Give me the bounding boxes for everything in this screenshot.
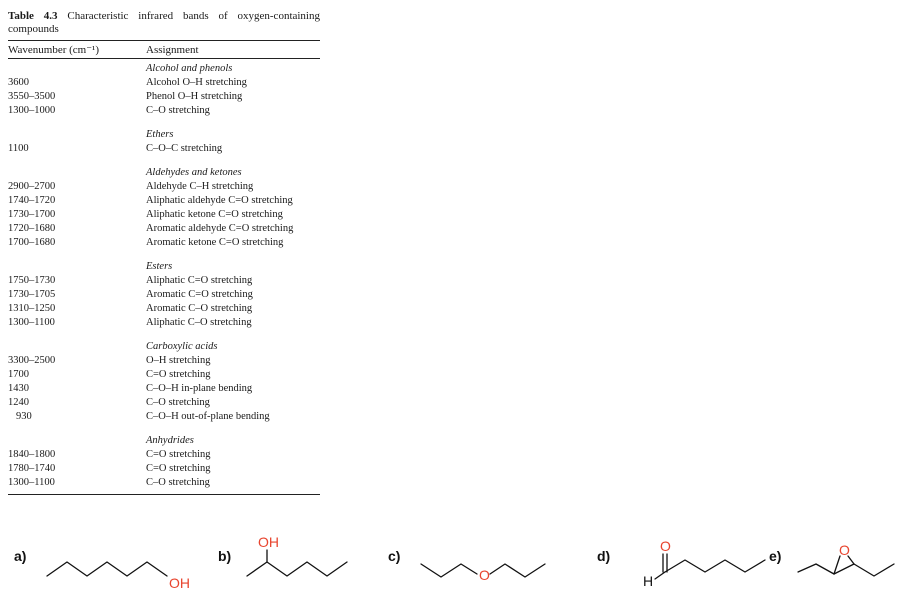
assignment-cell: Aliphatic C=O stretching [146, 275, 253, 287]
label-e: e) [769, 548, 782, 564]
assignment-cell: O–H stretching [146, 355, 211, 367]
table-row [8, 382, 320, 396]
assignment-cell: C=O stretching [146, 463, 211, 475]
wavenumber-cell: 1840–1800 [8, 449, 56, 461]
assignment-cell: C=O stretching [146, 449, 211, 461]
table-row [8, 368, 320, 382]
table-header [8, 41, 320, 58]
molecule-a-chain [47, 562, 167, 576]
table-row [8, 76, 320, 90]
group-title-empty-cell [8, 128, 146, 142]
assignment-cell: C=O stretching [146, 369, 211, 381]
table-row [8, 354, 320, 368]
wavenumber-cell: 1240 [8, 397, 29, 409]
wavenumber-cell: 2900–2700 [8, 181, 56, 193]
ir-bands-table [8, 10, 320, 495]
label-c: c) [388, 548, 401, 564]
group-title-empty-cell [8, 166, 146, 180]
molecule-d-ch-bond [655, 572, 665, 579]
table-row [8, 462, 320, 476]
table-row [8, 90, 320, 104]
label-a: a) [14, 548, 27, 564]
wavenumber-cell: 1780–1740 [8, 463, 56, 475]
wavenumber-cell: 1310–1250 [8, 303, 56, 315]
table-row [8, 316, 320, 330]
group-title-row [8, 260, 320, 274]
wavenumber-cell: 1730–1700 [8, 209, 56, 221]
wavenumber-cell: 1700–1680 [8, 236, 56, 248]
table-row [8, 142, 320, 156]
molecule-b-hydroxyl: OH [258, 534, 279, 550]
table-row [8, 274, 320, 288]
assignment-cell: Aliphatic aldehyde C=O stretching [146, 195, 293, 207]
group-title: Ethers [146, 129, 174, 141]
group-title-row [8, 62, 320, 76]
assignment-cell: Alcohol O–H stretching [146, 76, 247, 88]
wavenumber-cell: 1300–1000 [8, 104, 56, 116]
group-spacer [8, 156, 320, 167]
group-title-empty-cell [8, 260, 146, 274]
table-row [8, 236, 320, 250]
table-row [8, 104, 320, 118]
molecule-e-right-chain [854, 564, 894, 576]
table-row [8, 180, 320, 194]
header-wavenumber: Wavenumber (cm⁻¹) [8, 44, 99, 56]
label-b: b) [218, 548, 232, 564]
table-number: Table 4.3 [8, 10, 58, 22]
group-spacer [8, 330, 320, 341]
table-row [8, 302, 320, 316]
wavenumber-cell: 1430 [8, 383, 29, 395]
table-row [8, 194, 320, 208]
assignment-cell: C–O stretching [146, 477, 210, 489]
group-title: Carboxylic acids [146, 341, 218, 353]
group-spacer [8, 118, 320, 129]
molecule-d-chain [665, 560, 765, 572]
group-title-row [8, 434, 320, 448]
group-title: Alcohol and phenols [146, 63, 233, 74]
header-assignment: Assignment [146, 44, 199, 56]
table-caption [8, 10, 320, 36]
group-title: Aldehydes and ketones [146, 167, 242, 179]
label-d: d) [597, 548, 611, 564]
molecule-b-chain [247, 562, 347, 576]
assignment-cell: Aliphatic ketone C=O stretching [146, 209, 283, 221]
group-title: Esters [146, 261, 173, 273]
molecule-d-hydrogen: H [643, 573, 654, 589]
table-row [8, 208, 320, 222]
table-row [8, 448, 320, 462]
wavenumber-cell: 1730–1705 [8, 289, 56, 301]
group-title-row [8, 128, 320, 142]
assignment-cell: Aromatic C=O stretching [146, 289, 253, 301]
wavenumber-cell: 1300–1100 [8, 477, 55, 489]
table-row [8, 476, 320, 490]
table-row [8, 222, 320, 236]
wavenumber-cell: 3600 [8, 76, 29, 88]
molecule-structures [0, 520, 922, 609]
table-row [8, 396, 320, 410]
table-body [8, 59, 320, 492]
molecule-e-oxygen: O [839, 542, 850, 558]
table-row [8, 288, 320, 302]
molecule-a-hydroxyl: OH [169, 575, 190, 591]
table-row [8, 410, 320, 424]
wavenumber-cell: 1720–1680 [8, 223, 56, 235]
assignment-cell: Aromatic ketone C=O stretching [146, 236, 284, 248]
assignment-cell: C–O–H in-plane bending [146, 383, 253, 395]
group-title: Anhydrides [146, 435, 194, 447]
assignment-cell: C–O–H out-of-plane bending [146, 410, 270, 422]
bottom-rule [8, 494, 320, 495]
group-title-empty-cell [8, 434, 146, 448]
group-spacer [8, 250, 320, 261]
group-title-empty-cell [8, 340, 146, 354]
wavenumber-cell: 3300–2500 [8, 355, 56, 367]
group-spacer [8, 424, 320, 435]
assignment-cell: Aldehyde C–H stretching [146, 181, 254, 193]
molecule-c-right-chain [490, 564, 545, 577]
wavenumber-cell: 1740–1720 [8, 195, 56, 207]
group-title-row [8, 166, 320, 180]
wavenumber-cell: 1700 [8, 369, 29, 381]
assignment-cell: C–O stretching [146, 397, 210, 409]
group-title-row [8, 340, 320, 354]
wavenumber-cell: 3550–3500 [8, 90, 56, 102]
group-title-empty-cell [8, 62, 146, 76]
molecule-c-oxygen: O [479, 567, 490, 583]
assignment-cell: C–O stretching [146, 104, 210, 116]
wavenumber-cell: 1750–1730 [8, 275, 56, 287]
assignment-cell: Aromatic C–O stretching [146, 303, 253, 315]
molecule-e-left-chain [798, 564, 834, 574]
assignment-cell: C–O–C stretching [146, 143, 223, 155]
assignment-cell: Aliphatic C–O stretching [146, 317, 252, 328]
wavenumber-cell: 930 [16, 410, 32, 422]
table-end-spacer [8, 490, 320, 492]
molecule-c-left-chain [421, 564, 477, 577]
wavenumber-cell: 1100 [8, 143, 29, 155]
wavenumber-cell: 1300–1100 [8, 317, 55, 328]
molecule-d-oxygen: O [660, 538, 671, 554]
assignment-cell: Aromatic aldehyde C=O stretching [146, 223, 294, 235]
table-caption-text: Characteristic infrared bands of oxygen-containing compounds [8, 10, 320, 35]
assignment-cell: Phenol O–H stretching [146, 90, 243, 102]
